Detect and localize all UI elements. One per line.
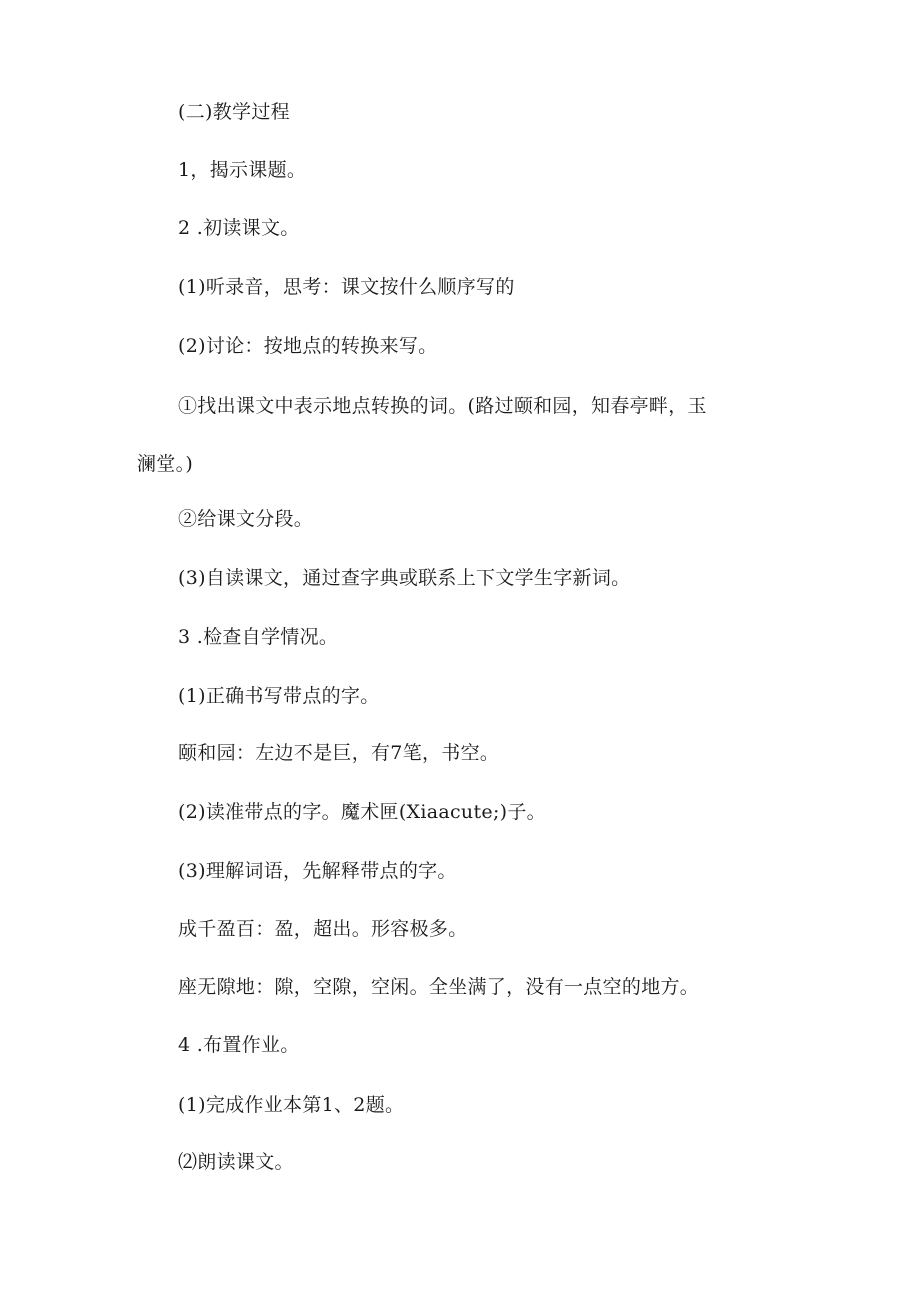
step-3-item-1-detail: 颐和园：左边不是巨，有7笔，书空。 [178,742,500,764]
step-2-item-2-sub-1-continued: 澜堂。) [137,453,194,475]
step-2: 2 .初读课文。 [178,217,300,239]
step-3-item-2: (2)读准带点的字。魔术匣(Xiaacute;)子。 [178,801,546,823]
step-4-item-2: ⑵朗读课文。 [178,1151,294,1173]
step-3-item-1: (1)正确书写带点的字。 [178,685,380,707]
step-3: 3 .检查自学情况。 [178,626,339,648]
step-2-item-2-sub-2: ②给课文分段。 [178,508,314,530]
step-4: 4 .布置作业。 [178,1034,300,1056]
section-heading: (二)教学过程 [178,101,290,123]
step-1: 1，揭示课题。 [178,159,307,181]
step-2-item-1: (1)听录音，思考：课文按什么顺序写的 [178,276,515,298]
step-2-item-2: (2)讨论：按地点的转换来写。 [178,335,438,357]
step-3-item-3-term-2: 座无隙地：隙，空隙，空闲。全坐满了，没有一点空的地方。 [178,976,700,998]
step-4-item-1: (1)完成作业本第1、2题。 [178,1094,405,1116]
step-2-item-2-sub-1: ①找出课文中表示地点转换的词。(路过颐和园，知春亭畔，玉 [178,395,707,417]
step-3-item-3-term-1: 成千盈百：盈，超出。形容极多。 [178,918,468,940]
step-2-item-3: (3)自读课文，通过查字典或联系上下文学生字新词。 [178,567,631,589]
step-3-item-3: (3)理解词语，先解释带点的字。 [178,860,457,882]
